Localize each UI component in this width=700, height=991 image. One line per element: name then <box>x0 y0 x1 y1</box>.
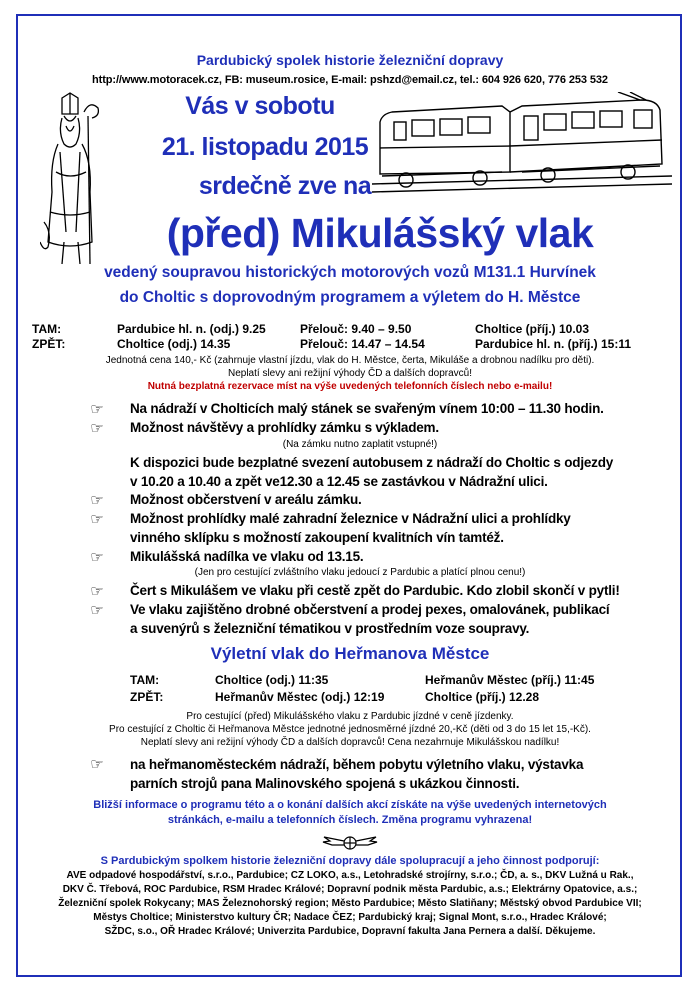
bullet-garden-railway-2: vinného sklípku s možností zakoupení kvalitních vín tamtéž. <box>130 530 504 545</box>
zpet-arrival: Pardubice hl. n. (příj.) 15:11 <box>475 337 632 351</box>
trip-zpet-label: ZPĚT: <box>130 690 164 704</box>
zpet-departure: Choltice (odj.) 14.35 <box>117 337 231 351</box>
organization-name: Pardubický spolek historie železniční dopravy <box>196 52 504 68</box>
event-subtitle-2: do Choltic s doprovodným programem a výletem do H. Městce <box>119 289 581 306</box>
trip-zpet-arrival: Choltice (příj.) 12.28 <box>425 690 540 704</box>
invite-line-1: Vás v sobotu <box>185 92 335 120</box>
tam-label: TAM: <box>32 322 62 336</box>
tam-departure: Pardubice hl. n. (odj.) 9.25 <box>117 322 266 336</box>
tam-intermediate: Přelouč: 9.40 – 9.50 <box>300 322 412 336</box>
zpet-label: ZPĚT: <box>32 337 66 351</box>
trip-tam-arrival: Heřmanův Městec (příj.) 11:45 <box>425 673 595 687</box>
event-title: (před) Mikulášský vlak <box>166 210 594 256</box>
bullet-nicholas-gifts: Mikulášská nadílka ve vlaku od 13.15. <box>130 549 364 564</box>
pointing-hand-icon: ☞ <box>90 583 104 600</box>
bullet-garden-railway-1: Možnost prohlídky malé zahradní železnice v Nádražní ulici a prohlídky <box>130 511 571 526</box>
sponsors-line-4: Městys Choltice; Ministerstvo kultury ČR; Nadace ČEZ; Pardubický kraj; Signal Mont, s.r.o., Hradec Králové; <box>93 912 607 923</box>
zpet-intermediate: Přelouč: 14.47 – 14.54 <box>300 337 425 351</box>
trip-note-3: Neplatí slevy ani režijní výhody ČD a dalších dopravců! Cena nezahrnuje Mikulášskou nadílku! <box>140 737 560 748</box>
winged-wheel-emblem <box>322 833 378 853</box>
bullet-mulled-wine: Na nádraží v Cholticích malý stánek se svařeným vínem 10:00 – 11.30 hodin. <box>130 401 604 416</box>
sponsors-heading: S Pardubickým spolkem historie železniční dopravy dále spolupracují a jeho činnost podporují: <box>100 855 600 867</box>
trip-bullet-1: na heřmanoměsteckém nádraží, během pobytu výletního vlaku, výstavka <box>130 757 584 772</box>
pointing-hand-icon: ☞ <box>90 492 104 509</box>
saint-nicholas-illustration <box>40 92 115 267</box>
invite-line-3: srdečně zve na <box>198 172 372 200</box>
pointing-hand-icon: ☞ <box>90 511 104 528</box>
trip-note-1: Pro cestující (před) Mikulášského vlaku z Pardubic jízdné v ceně jízdenky. <box>186 711 514 722</box>
bus-info-1: K dispozici bude bezplatné svezení autobusem z nádraží do Choltic s odjezdy <box>130 455 614 470</box>
reservation-note: Nutná bezplatná rezervace míst na výše uvedených telefonních číslech nebo e-mailu! <box>147 381 553 392</box>
trip-note-2: Pro cestující z Choltic či Heřmanova Městce jednotné jednosměrné jízdné 20,-Kč (děti od 3 do 15 let 15,-Kč). <box>109 724 591 735</box>
trip-zpet-departure: Heřmanův Městec (odj.) 12:19 <box>215 690 385 704</box>
pointing-hand-icon: ☞ <box>90 420 104 437</box>
event-subtitle-1: vedený soupravou historických motorových vozů M131.1 Hurvínek <box>104 264 596 281</box>
discounts-note: Neplatí slevy ani režijní výhody ČD a dalších dopravců! <box>227 368 472 379</box>
contact-line: http://www.motoracek.cz, FB: museum.rosice, E-mail: pshzd@email.cz, tel.: 604 926 620, 776 253 532 <box>92 74 608 86</box>
trip-tam-label: TAM: <box>130 673 160 687</box>
bullet-onboard-sales-1: Ve vlaku zajištěno drobné občerstvení a prodej pexes, omalovánek, publikací <box>130 602 610 617</box>
pointing-hand-icon: ☞ <box>90 549 104 566</box>
gifts-note: (Jen pro cestující zvláštního vlaku jedoucí z Pardubic a platící plnou cenu!) <box>194 567 526 578</box>
bullet-refreshments-castle: Možnost občerstvení v areálu zámku. <box>130 492 362 507</box>
tam-arrival: Choltice (příj.) 10.03 <box>475 322 590 336</box>
info-line-1: Bližší informace o programu této a o konání dalších akcí získáte na výše uvedených internetových <box>93 799 607 811</box>
invite-date: 21. listopadu 2015 <box>161 133 369 161</box>
price-note: Jednotná cena 140,- Kč (zahrnuje vlastní jízdu, vlak do H. Městce, čerta, Mikuláše a drobnou nadílku pro děti). <box>105 355 595 366</box>
sponsors-line-1: AVE odpadové hospodářství, s.r.o., Pardubice; CZ LOKO, a.s., Letohradské strojírny, s.r.o.; ČD, a. s., DKV Lužná u Rak., <box>66 870 634 881</box>
castle-fee-note: (Na zámku nutno zaplatit vstupné!) <box>282 439 438 450</box>
trip-tam-departure: Choltice (odj.) 11:35 <box>215 673 329 687</box>
pointing-hand-icon: ☞ <box>90 401 104 418</box>
bullet-onboard-sales-2: a suvenýrů s železniční tématikou v prostředním voze soupravy. <box>130 621 530 636</box>
bus-info-2: v 10.20 a 10.40 a zpět ve12.30 a 12.45 se zastávkou v Nádražní ulici. <box>130 474 548 489</box>
bullet-castle-tour: Možnost návštěvy a prohlídky zámku s výkladem. <box>130 420 439 435</box>
pointing-hand-icon: ☞ <box>90 602 104 619</box>
bullet-devil: Čert s Mikulášem ve vlaku při cestě zpět do Pardubic. Kdo zlobil skončí v pytli! <box>130 583 620 598</box>
trip-bullet-2: parních strojů pana Malinovského spojená s ukázkou činnosti. <box>130 776 520 791</box>
sponsors-line-3: Železniční spolek Rokycany; MAS Železnohorský region; Město Pardubice; Město Slatiňany; Městský obvod Pardubice VII; <box>58 898 642 909</box>
sponsors-line-5: SŽDC, s.o., OŘ Hradec Králové; Univerzita Pardubice, Dopravní fakulta Jana Pernera a další. Děkujeme. <box>104 926 596 937</box>
info-line-2: stránkách, e-mailu a telefonních číslech. Změna programu vyhrazena! <box>167 814 533 826</box>
sponsors-line-2: DKV Č. Třebová, ROC Pardubice, RSM Hradec Králové; Dopravní podnik města Pardubic, a.s.; Elektrárny Opatovice, a.s.; <box>62 884 638 895</box>
pointing-hand-icon: ☞ <box>90 756 104 773</box>
trip-heading: Výletní vlak do Heřmanova Městce <box>210 644 490 663</box>
